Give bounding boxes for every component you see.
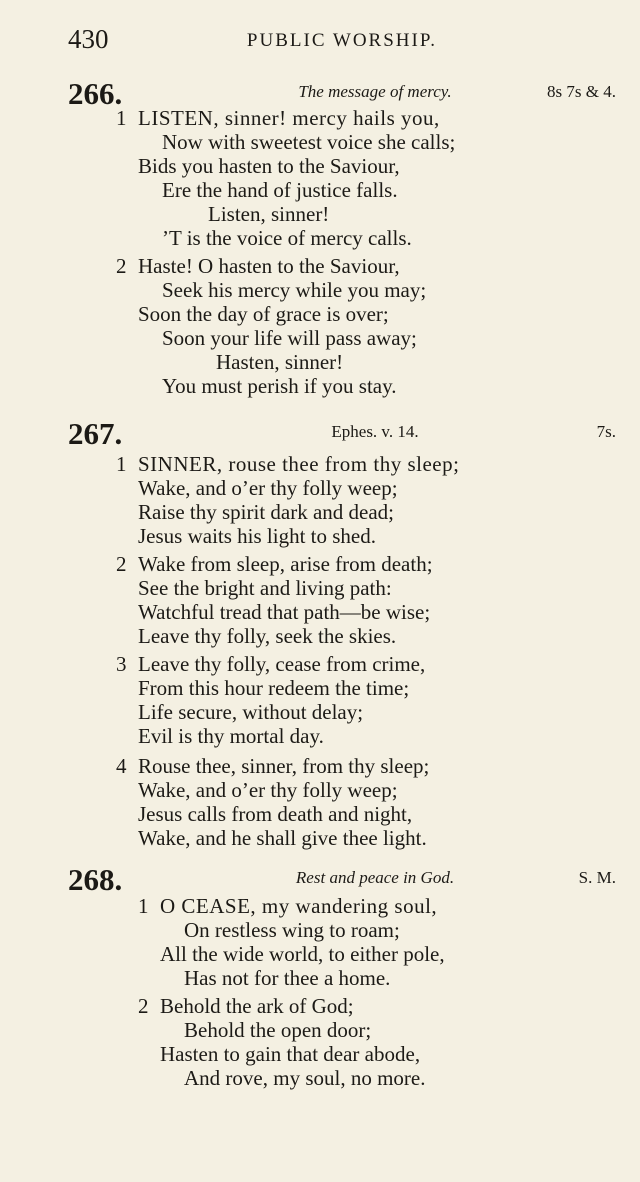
hymn-line: Behold the ark of God; — [160, 994, 354, 1018]
page-number: 430 — [68, 24, 109, 54]
hymn-line: See the bright and living path: — [138, 576, 392, 600]
hymn-line: Raise thy spirit dark and dead; — [138, 500, 395, 524]
hymn-line: Now with sweetest voice she calls; — [162, 130, 456, 154]
hymn-line: Hasten, sinner! — [216, 350, 344, 374]
hymn-line: You must perish if you stay. — [162, 374, 397, 398]
verse-number: 2 — [116, 254, 127, 278]
verse-number: 4 — [116, 754, 127, 778]
hymn-line: From this hour redeem the time; — [138, 676, 410, 700]
hymn-meter: S. M. — [578, 868, 616, 887]
hymn-line: Haste! O hasten to the Saviour, — [138, 254, 400, 278]
hymn-line: Has not for thee a home. — [184, 966, 391, 990]
hymn-line: Wake, and o’er thy folly weep; — [138, 778, 398, 802]
hymn-title: The message of mercy. — [298, 82, 452, 101]
hymn-header — [68, 862, 616, 896]
hymn-line: LISTEN, sinner! mercy hails you, — [138, 106, 440, 130]
hymn-header — [68, 76, 616, 110]
hymn-line: SINNER, rouse thee from thy sleep; — [138, 452, 460, 476]
hymn-title: Ephes. v. 14. — [331, 422, 419, 441]
verse-number: 1 — [116, 452, 127, 476]
hymn-line: Jesus waits his light to shed. — [138, 524, 377, 548]
hymn-line: Hasten to gain that dear abode, — [160, 1042, 421, 1066]
hymn-line: And rove, my soul, no more. — [184, 1066, 426, 1090]
running-title: PUBLIC WORSHIP. — [246, 30, 438, 51]
hymn-line: Behold the open door; — [184, 1018, 372, 1042]
hymn-number: 268. — [68, 862, 123, 897]
verse-number: 1 — [138, 894, 149, 918]
verse-number: 2 — [116, 552, 127, 576]
hymn-line: Leave thy folly, seek the skies. — [138, 624, 397, 648]
hymn-line: Seek his mercy while you may; — [162, 278, 427, 302]
hymn-line: All the wide world, to either pole, — [160, 942, 445, 966]
verse-number: 2 — [138, 994, 149, 1018]
hymn-meter: 8s 7s & 4. — [547, 82, 616, 101]
hymn-line: Soon your life will pass away; — [162, 326, 417, 350]
hymn-line: Wake, and he shall give thee light. — [138, 826, 427, 850]
hymn-line: Jesus calls from death and night, — [138, 802, 413, 826]
running-header — [68, 24, 616, 58]
hymn-line: ’T is the voice of mercy calls. — [162, 226, 412, 250]
hymn-line: Watchful tread that path—be wise; — [138, 600, 431, 624]
verse-number: 3 — [116, 652, 127, 676]
hymn-number: 267. — [68, 416, 123, 451]
hymn-meter: 7s. — [596, 422, 616, 441]
verse-number: 1 — [116, 106, 127, 130]
hymn-line: Listen, sinner! — [208, 202, 330, 226]
hymn-title: Rest and peace in God. — [295, 868, 455, 887]
hymn-line: Wake from sleep, arise from death; — [138, 552, 433, 576]
hymn-number: 266. — [68, 76, 123, 111]
hymn-line: Evil is thy mortal day. — [138, 724, 324, 748]
hymn-header — [68, 416, 616, 450]
hymn-line: Leave thy folly, cease from crime, — [138, 652, 426, 676]
hymn-line: Bids you hasten to the Saviour, — [138, 154, 400, 178]
hymn-line: Ere the hand of justice falls. — [162, 178, 398, 202]
hymn-line: Soon the day of grace is over; — [138, 302, 389, 326]
hymn-line: Wake, and o’er thy folly weep; — [138, 476, 398, 500]
hymn-line: Life secure, without delay; — [138, 700, 364, 724]
hymn-line: Rouse thee, sinner, from thy sleep; — [138, 754, 430, 778]
hymn-line: O CEASE, my wandering soul, — [160, 894, 438, 918]
hymn-line: On restless wing to roam; — [184, 918, 400, 942]
